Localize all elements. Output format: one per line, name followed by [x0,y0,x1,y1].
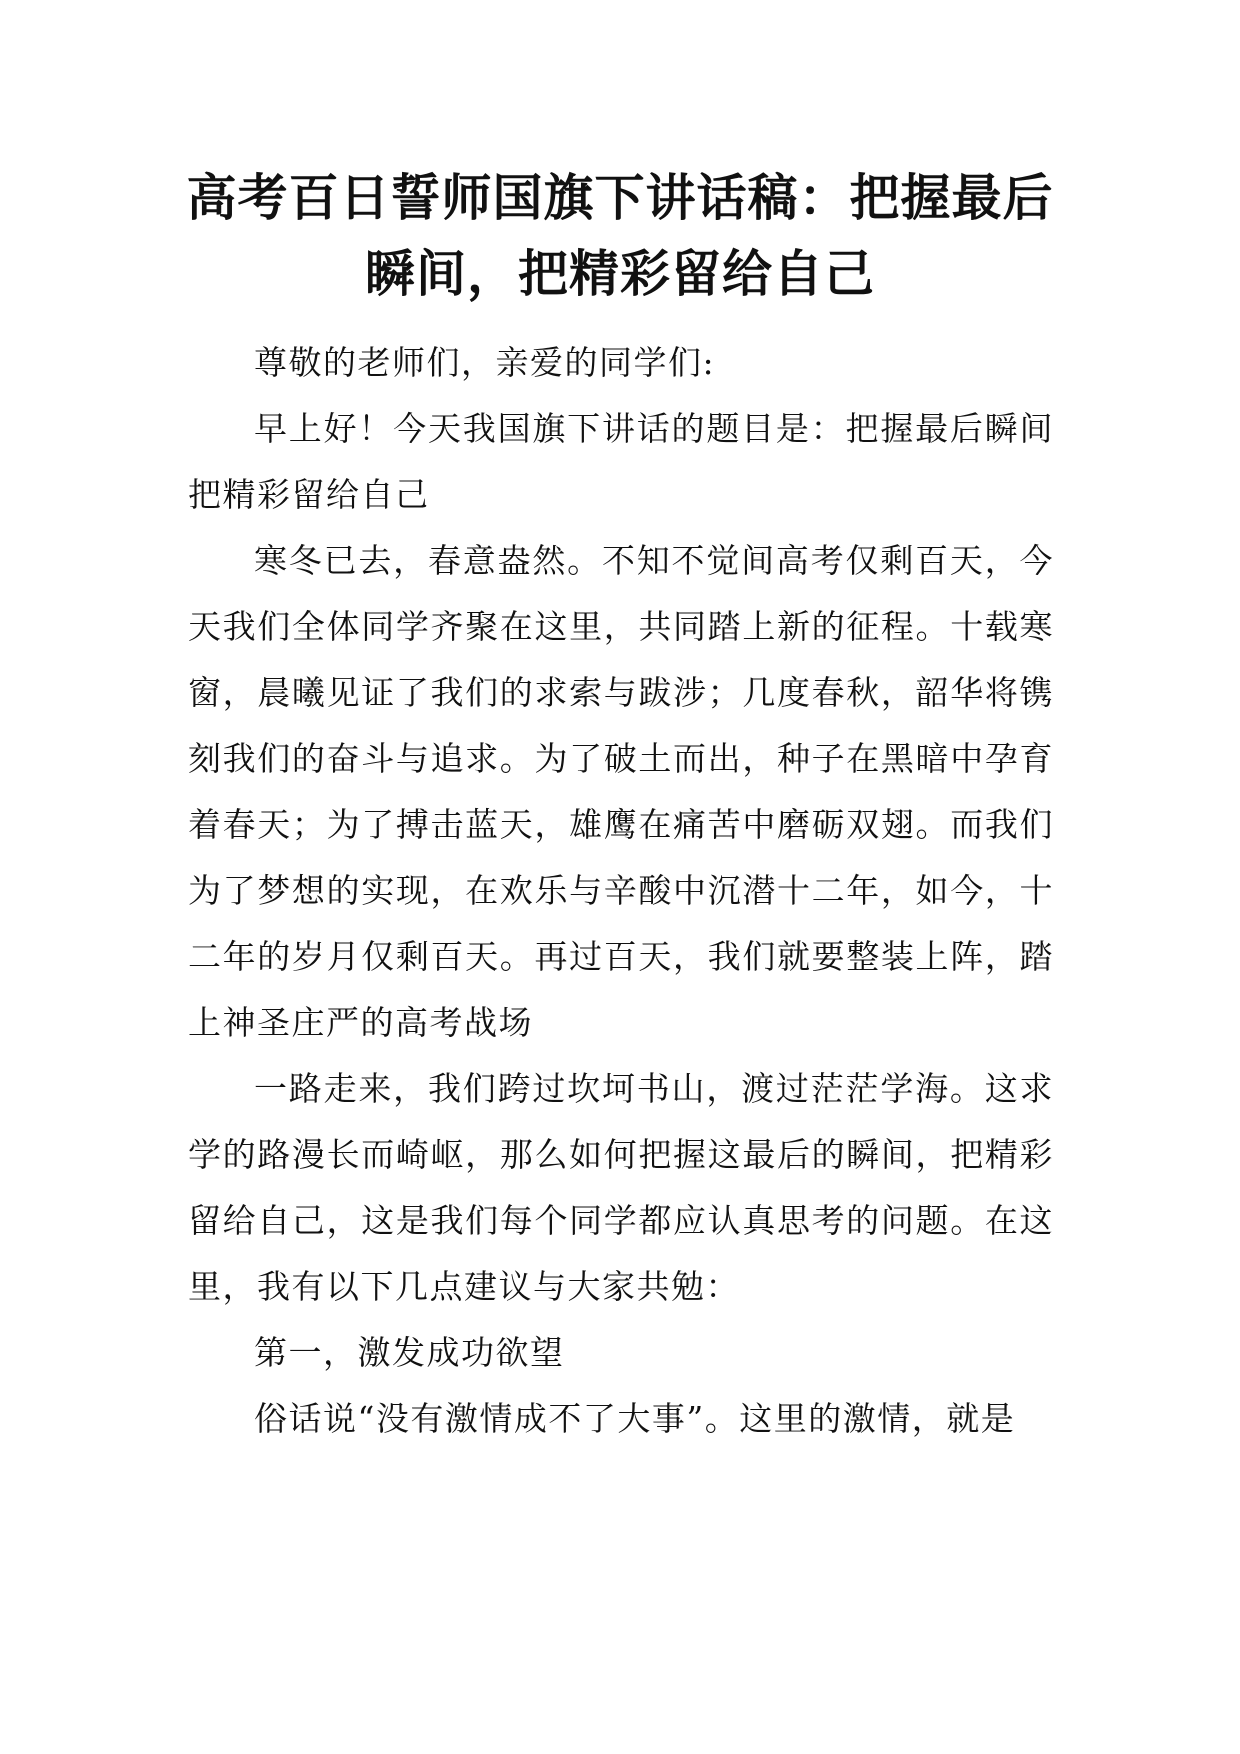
paragraph-journey: 一路走来，我们跨过坎坷书山，渡过茫茫学海。这求学的路漫长而崎岖，那么如何把握这最后的瞬间，把精彩留给自己，这是我们每个同学都应认真思考的问题。在这里，我有以下几点建议与大家共勉： [188,1069,1054,1306]
paragraph-point-one: 第一，激发成功欲望 [254,1333,565,1372]
paragraph-passion: 俗话说“没有激情成不了大事”。这里的激情，就是 [254,1399,1016,1438]
document-body [188,330,1054,1452]
paragraph-greeting: 尊敬的老师们，亲爱的同学们: [254,343,716,382]
document-title: 高考百日誓师国旗下讲话稿：把握最后瞬间，把精彩留给自己 [186,168,1054,303]
paragraph-intro: 早上好！今天我国旗下讲话的题目是：把握最后瞬间把精彩留给自己 [188,409,1054,514]
paragraph-winter: 寒冬已去，春意盎然。不知不觉间高考仅剩百天，今天我们全体同学齐聚在这里，共同踏上新的征程。十载寒窗，晨曦见证了我们的求索与跋涉；几度春秋，韶华将镌刻我们的奋斗与追求。为了破土而出，种子在黑暗中孕育着春天；为了搏击蓝天，雄鹰在痛苦中磨砺双翅。而我们为了梦想的实现，在欢乐与辛酸中沉潜十二年，如今，十二年的岁月仅剩百天。再过百天，我们就要整装上阵，踏上神圣庄严的高考战场 [188,541,1054,1042]
